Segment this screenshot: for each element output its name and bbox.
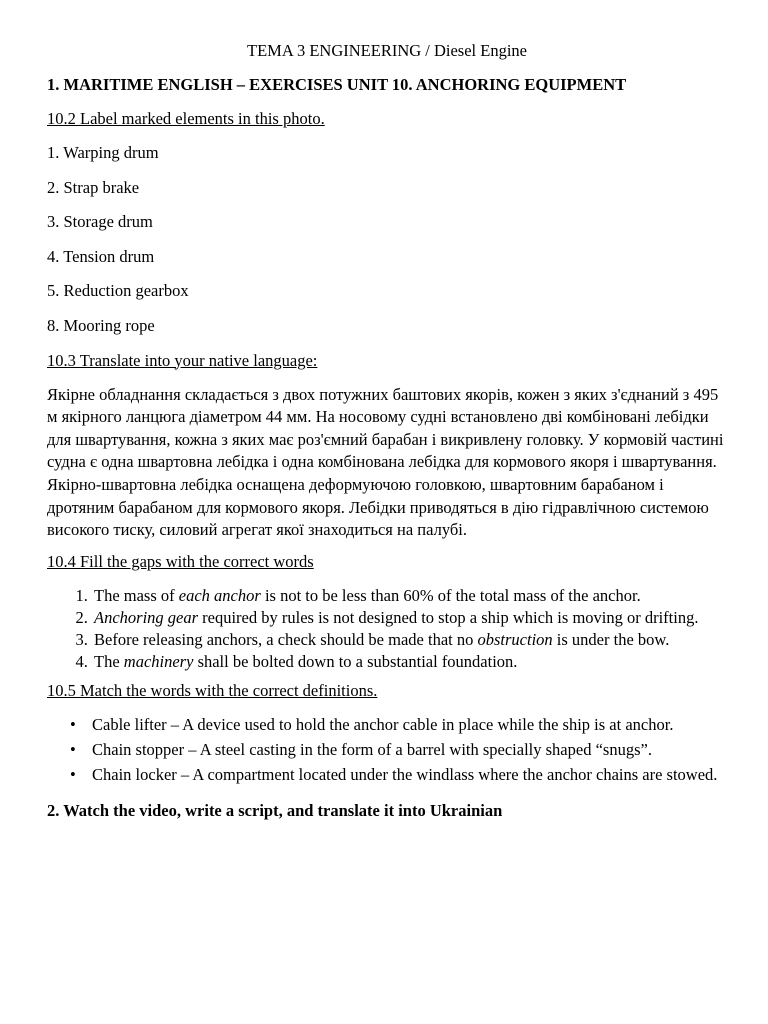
exercise-10-3-heading: 10.3 Translate into your native language: [47, 350, 318, 370]
gap-answer: Anchoring gear [94, 607, 199, 627]
list-item [92, 629, 727, 651]
label-item: 3. Storage drum [47, 212, 153, 232]
label-item: 2. Strap brake [47, 177, 140, 197]
bullet-icon: • [70, 714, 76, 734]
document-page [47, 40, 727, 822]
exercise-10-2-heading: 10.2 Label marked elements in this photo. [47, 109, 325, 128]
translation-paragraph: Якірне обладнання складається з двох потужних баштових якорів, кожен з яких з'єднаний з 495 м якірного ланцюга діаметром 44 мм. На носовому судні встановлено дві комбіновані лебідки для швартування, кожна з яких має роз'ємний барабан і викривлену головку. У кормовій частині судна є одна швартовна лебідка і одна комбінована лебідка для кормового якоря і швартування. Якірно-швартовна лебідка оснащена деформуючою головкою, швартовним барабаном і дротяним барабаном для кормового якоря. Лебідки приводяться в дію гідравлічною системою високого тиску, силовий агрегат якої знаходиться на палубі. [47, 384, 724, 540]
item-text-after: required by rules is not designed to stop a ship which is moving or drifting. [198, 607, 699, 627]
item-text-after: is under the bow. [552, 629, 670, 649]
item-text-before: Before releasing anchors, a check should be made that no [94, 629, 478, 649]
label-item: 4. Tension drum [47, 246, 155, 266]
label-item: 5. Reduction gearbox [47, 281, 189, 301]
item-text-before: The [94, 651, 124, 671]
label-item: 8. Mooring rope [47, 315, 155, 335]
list-item [92, 607, 727, 629]
exercise-10-5-heading: 10.5 Match the words with the correct definitions. [47, 680, 378, 700]
fill-gaps-list [47, 585, 727, 673]
item-text-before: The mass of [94, 585, 179, 605]
bullet-icon: • [70, 739, 76, 759]
definition-text: Cable lifter – A device used to hold the anchor cable in place while the ship is at anchor. [92, 714, 674, 734]
definition-text: Chain stopper – A steel casting in the form of a barrel with specially shaped “snugs”. [92, 739, 652, 759]
item-text-after: shall be bolted down to a substantial foundation. [193, 651, 518, 671]
bullet-icon: • [70, 764, 76, 784]
definition-text: Chain locker – A compartment located under the windlass where the anchor chains are stowed. [92, 764, 718, 784]
list-item [92, 585, 727, 607]
section-2-heading: 2. Watch the video, write a script, and translate it into Ukrainian [47, 800, 503, 820]
gap-answer: obstruction [477, 629, 553, 649]
list-item [70, 714, 727, 736]
gap-answer: machinery [123, 651, 194, 671]
section-1-heading: 1. MARITIME ENGLISH – EXERCISES UNIT 10. ANCHORING EQUIPMENT [47, 75, 627, 94]
document-title: TEMA 3 ENGINEERING / Diesel Engine [247, 41, 527, 60]
list-item [70, 764, 727, 786]
gap-answer: each anchor [178, 585, 261, 605]
list-item [70, 739, 727, 761]
exercise-10-4-heading: 10.4 Fill the gaps with the correct words [47, 551, 314, 571]
item-text-after: is not to be less than 60% of the total mass of the anchor. [260, 585, 641, 605]
definitions-list [47, 714, 727, 786]
list-item [92, 651, 727, 673]
label-item: 1. Warping drum [47, 143, 159, 162]
